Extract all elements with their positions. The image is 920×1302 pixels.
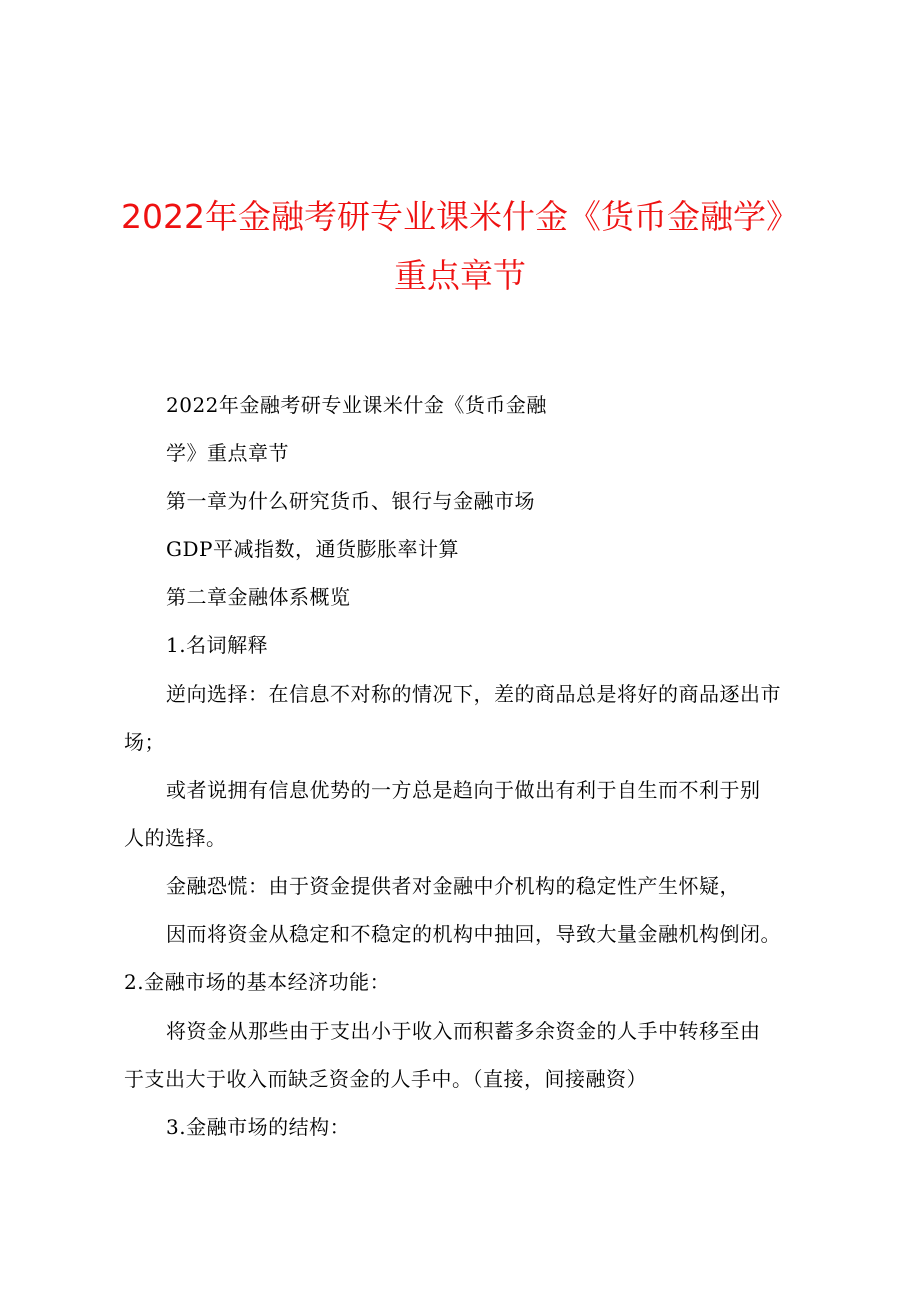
section-heading: 2.金融市场的基本经济功能： xyxy=(124,970,391,994)
paragraph-line: 学》重点章节 xyxy=(166,441,289,465)
paragraph-line: 于支出大于收入而缺乏资金的人手中。（直接，间接融资） xyxy=(124,1067,647,1091)
paragraph-line: 逆向选择：在信息不对称的情况下，差的商品总是将好的商品逐出市 xyxy=(166,682,781,706)
paragraph-line: 2022年金融考研专业课米什金《货币金融 xyxy=(166,393,547,417)
chapter-heading: 第一章为什么研究货币、银行与金融市场 xyxy=(166,489,535,513)
paragraph-line: 人的选择。 xyxy=(124,826,227,850)
paragraph-line: 将资金从那些由于支出小于收入而积蓄多余资金的人手中转移至由 xyxy=(166,1019,761,1043)
chapter-heading: 第二章金融体系概览 xyxy=(166,585,351,609)
section-heading: 1.名词解释 xyxy=(166,633,269,657)
document-title-line-2: 重点章节 xyxy=(394,256,526,295)
paragraph-line: 或者说拥有信息优势的一方总是趋向于做出有利于自生而不利于别 xyxy=(166,778,761,802)
paragraph-line: 金融恐慌：由于资金提供者对金融中介机构的稳定性产生怀疑， xyxy=(166,874,740,898)
section-heading: 3.金融市场的结构： xyxy=(166,1115,351,1139)
paragraph-line: GDP平减指数，通货膨胀率计算 xyxy=(166,537,459,561)
document-title-line-1: 2022年金融考研专业课米什金《货币金融学》 xyxy=(121,197,799,236)
paragraph-line: 因而将资金从稳定和不稳定的机构中抽回，导致大量金融机构倒闭。 xyxy=(166,922,781,946)
paragraph-line: 场； xyxy=(124,730,165,754)
